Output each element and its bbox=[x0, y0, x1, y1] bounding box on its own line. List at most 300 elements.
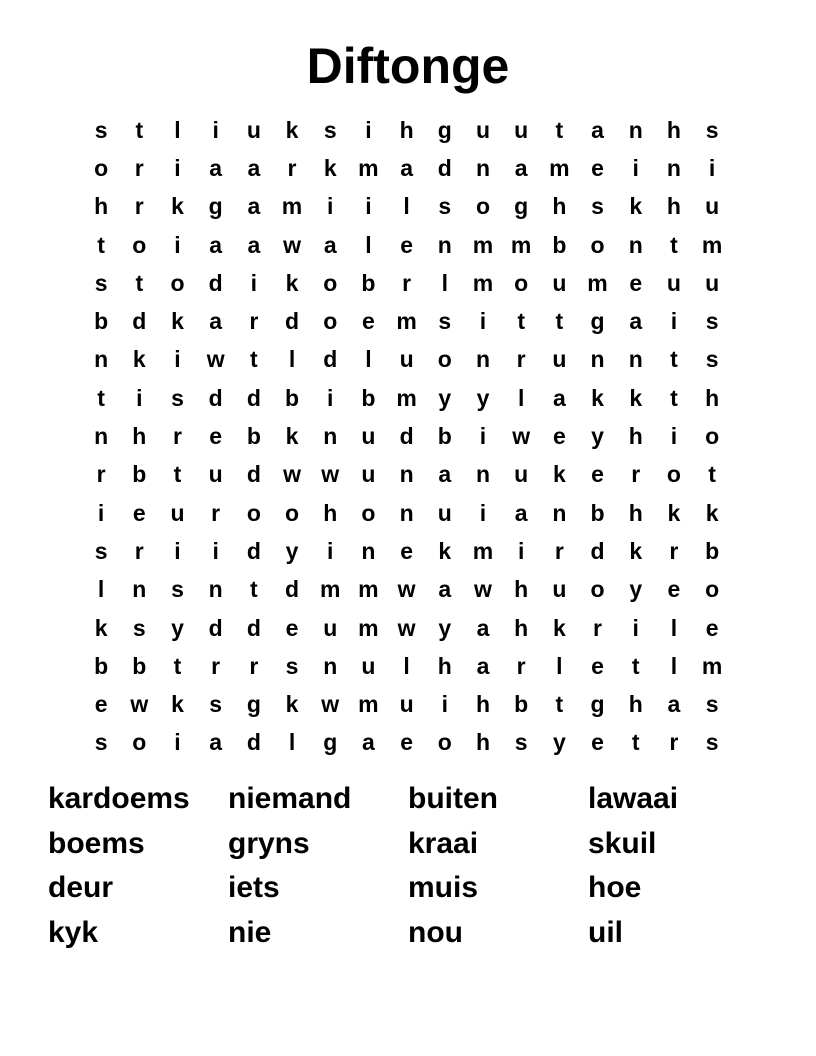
grid-letter: a bbox=[209, 308, 223, 335]
word-list-item: buiten bbox=[408, 782, 498, 815]
grid-letter: y bbox=[285, 537, 299, 564]
grid-letter: e bbox=[667, 576, 681, 603]
grid-letter: b bbox=[552, 231, 567, 258]
word-list-item: nie bbox=[228, 916, 272, 950]
grid-letter: o bbox=[285, 499, 300, 526]
word-list bbox=[48, 777, 768, 956]
grid-letter: n bbox=[94, 423, 109, 450]
grid-letter: u bbox=[170, 499, 185, 526]
grid-letter: m bbox=[358, 691, 379, 718]
grid-letter: r bbox=[516, 346, 526, 373]
grid-letter: t bbox=[631, 729, 640, 756]
grid-letter: s bbox=[438, 193, 452, 220]
grid-letter: k bbox=[171, 308, 184, 335]
grid-letter: i bbox=[97, 499, 105, 526]
word-list-item: hoe bbox=[588, 871, 642, 905]
grid-letter: n bbox=[475, 154, 490, 181]
grid-letter: r bbox=[249, 308, 259, 335]
grid-letter: u bbox=[208, 461, 223, 488]
grid-letter: m bbox=[358, 154, 379, 181]
grid-letter: s bbox=[705, 116, 719, 143]
grid-letter: i bbox=[479, 423, 487, 450]
grid-letter: h bbox=[666, 116, 681, 143]
grid-letter: e bbox=[591, 652, 604, 679]
grid-letter: i bbox=[327, 537, 334, 564]
grid-letter: u bbox=[437, 499, 452, 526]
grid-letter: k bbox=[591, 384, 604, 411]
grid-letter: u bbox=[323, 614, 338, 641]
grid-letter: m bbox=[472, 269, 494, 296]
grid-letter: g bbox=[246, 691, 261, 718]
grid-letter: r bbox=[287, 154, 297, 181]
grid-letter: d bbox=[246, 384, 261, 411]
grid-letter: h bbox=[628, 499, 643, 526]
grid-letter: o bbox=[705, 423, 720, 450]
word-list-item: muis bbox=[408, 871, 479, 905]
grid-letter: a bbox=[247, 193, 261, 220]
grid-letter: b bbox=[437, 423, 452, 450]
grid-letter: o bbox=[475, 193, 490, 220]
grid-letter: l bbox=[517, 384, 525, 411]
grid-letter: l bbox=[97, 576, 105, 603]
grid-letter: s bbox=[591, 193, 604, 220]
grid-letter: l bbox=[365, 231, 372, 258]
grid-letter: a bbox=[247, 231, 261, 258]
grid-letter: t bbox=[135, 116, 144, 143]
grid-letter: d bbox=[285, 308, 300, 335]
grid-letter: b bbox=[705, 537, 720, 564]
grid-letter: t bbox=[631, 652, 640, 679]
grid-letter: t bbox=[555, 691, 564, 718]
word-list-item: kraai bbox=[408, 826, 479, 860]
grid-letter: g bbox=[590, 691, 605, 718]
grid-letter: w bbox=[130, 691, 149, 718]
grid-letter: r bbox=[96, 461, 106, 488]
grid-letter: d bbox=[590, 537, 605, 564]
grid-letter: m bbox=[396, 384, 417, 411]
grid-letter: w bbox=[283, 231, 301, 258]
grid-letter: b bbox=[246, 423, 261, 450]
grid-letter: i bbox=[517, 537, 525, 564]
grid-letter: m bbox=[587, 269, 608, 296]
grid-letter: l bbox=[174, 116, 181, 143]
grid-letter: a bbox=[209, 729, 223, 756]
grid-letter: n bbox=[399, 499, 414, 526]
word-list-item: kardoems bbox=[48, 782, 190, 815]
word-list-item: skuil bbox=[588, 826, 657, 860]
grid-letter: e bbox=[705, 614, 719, 641]
grid-letter: b bbox=[590, 499, 605, 526]
grid-letter: e bbox=[400, 537, 413, 564]
grid-letter: k bbox=[438, 537, 452, 564]
grid-letter: k bbox=[171, 193, 184, 220]
grid-letter: g bbox=[323, 729, 338, 756]
grid-letter: d bbox=[437, 154, 452, 181]
grid-letter: w bbox=[397, 614, 416, 641]
grid-letter: g bbox=[437, 116, 452, 143]
grid-letter: y bbox=[438, 384, 452, 411]
grid-letter: r bbox=[516, 652, 526, 679]
grid-letter: m bbox=[358, 576, 379, 603]
grid-letter: o bbox=[590, 231, 605, 258]
grid-letter: o bbox=[246, 499, 261, 526]
word-list-item: kyk bbox=[48, 916, 99, 950]
grid-letter: i bbox=[250, 269, 258, 296]
grid-letter: y bbox=[629, 576, 643, 603]
grid-letter: k bbox=[285, 691, 299, 718]
page-title: Diftonge bbox=[306, 38, 510, 94]
grid-letter: a bbox=[400, 154, 413, 181]
grid-letter: t bbox=[250, 576, 258, 603]
grid-letter: d bbox=[208, 614, 223, 641]
grid-letter: h bbox=[666, 193, 681, 220]
grid-letter: n bbox=[361, 537, 376, 564]
grid-letter: s bbox=[705, 308, 719, 335]
grid-letter: u bbox=[399, 346, 414, 373]
word-list-item: lawaai bbox=[588, 782, 679, 815]
grid-letter: a bbox=[629, 308, 643, 335]
grid-letter: t bbox=[555, 116, 564, 143]
grid-letter: u bbox=[361, 423, 376, 450]
grid-letter: w bbox=[474, 576, 492, 603]
grid-letter: t bbox=[97, 384, 105, 411]
word-search-grid bbox=[82, 111, 731, 762]
grid-letter: d bbox=[323, 346, 338, 373]
grid-letter: o bbox=[705, 576, 720, 603]
grid-letter: e bbox=[132, 499, 146, 526]
grid-letter: h bbox=[628, 423, 643, 450]
grid-letter: s bbox=[705, 729, 719, 756]
grid-letter: k bbox=[552, 461, 566, 488]
grid-letter: e bbox=[591, 461, 604, 488]
grid-letter: r bbox=[554, 537, 564, 564]
grid-letter: o bbox=[666, 461, 681, 488]
grid-letter: n bbox=[437, 231, 452, 258]
grid-letter: i bbox=[479, 499, 487, 526]
grid-letter: e bbox=[400, 231, 413, 258]
grid-letter: i bbox=[365, 193, 372, 220]
grid-letter: h bbox=[323, 499, 338, 526]
grid-letter: t bbox=[670, 384, 678, 411]
grid-letter: i bbox=[632, 154, 639, 181]
grid-letter: n bbox=[208, 576, 223, 603]
grid-letter: u bbox=[246, 116, 261, 143]
grid-letter: m bbox=[472, 537, 494, 564]
grid-letter: k bbox=[132, 346, 146, 373]
grid-letter: m bbox=[358, 614, 379, 641]
grid-letter: t bbox=[670, 231, 678, 258]
grid-letter: a bbox=[209, 154, 223, 181]
grid-letter: r bbox=[669, 537, 679, 564]
grid-letter: w bbox=[321, 461, 340, 488]
grid-letter: n bbox=[552, 499, 567, 526]
grid-letter: e bbox=[94, 691, 108, 718]
grid-letter: l bbox=[288, 729, 296, 756]
grid-letter: n bbox=[628, 116, 643, 143]
grid-letter: s bbox=[323, 116, 337, 143]
grid-letter: u bbox=[475, 116, 490, 143]
grid-letter: i bbox=[174, 729, 181, 756]
grid-letter: s bbox=[94, 729, 108, 756]
grid-letter: i bbox=[327, 384, 334, 411]
word-list-item: nou bbox=[408, 916, 463, 950]
grid-letter: o bbox=[514, 269, 529, 296]
grid-letter: k bbox=[171, 691, 184, 718]
grid-letter: k bbox=[285, 423, 299, 450]
grid-letter: e bbox=[285, 614, 299, 641]
grid-letter: t bbox=[135, 269, 144, 296]
grid-letter: r bbox=[249, 652, 259, 679]
grid-letter: e bbox=[362, 308, 375, 335]
grid-letter: y bbox=[438, 614, 452, 641]
grid-letter: g bbox=[590, 308, 605, 335]
grid-letter: s bbox=[171, 384, 184, 411]
grid-letter: o bbox=[437, 729, 452, 756]
grid-letter: a bbox=[591, 116, 604, 143]
grid-letter: s bbox=[132, 614, 146, 641]
grid-letter: d bbox=[399, 423, 414, 450]
grid-letter: k bbox=[323, 154, 337, 181]
grid-letter: t bbox=[97, 231, 105, 258]
grid-letter: u bbox=[552, 346, 567, 373]
grid-letter: i bbox=[136, 384, 143, 411]
grid-letter: k bbox=[285, 116, 299, 143]
grid-letter: d bbox=[246, 461, 261, 488]
grid-letter: m bbox=[396, 308, 417, 335]
grid-letter: t bbox=[250, 346, 258, 373]
word-list-item: iets bbox=[228, 871, 280, 905]
grid-letter: b bbox=[94, 308, 109, 335]
grid-letter: s bbox=[285, 652, 299, 679]
grid-letter: l bbox=[403, 652, 410, 679]
grid-letter: n bbox=[94, 346, 109, 373]
grid-letter: r bbox=[134, 193, 144, 220]
grid-letter: e bbox=[591, 729, 604, 756]
grid-letter: e bbox=[629, 269, 643, 296]
grid-letter: o bbox=[323, 269, 338, 296]
grid-letter: k bbox=[629, 193, 643, 220]
grid-letter: b bbox=[361, 384, 376, 411]
grid-letter: a bbox=[514, 154, 528, 181]
grid-letter: k bbox=[552, 614, 566, 641]
grid-letter: y bbox=[552, 729, 566, 756]
grid-letter: e bbox=[591, 154, 604, 181]
grid-letter: b bbox=[361, 269, 376, 296]
grid-letter: s bbox=[514, 729, 528, 756]
grid-letter: w bbox=[206, 346, 225, 373]
grid-letter: u bbox=[514, 116, 529, 143]
grid-letter: r bbox=[172, 423, 182, 450]
grid-letter: m bbox=[701, 652, 723, 679]
grid-letter: i bbox=[708, 154, 716, 181]
grid-letter: k bbox=[629, 537, 643, 564]
grid-letter: o bbox=[590, 576, 605, 603]
grid-letter: k bbox=[94, 614, 108, 641]
grid-letter: m bbox=[701, 231, 723, 258]
grid-letter: a bbox=[438, 576, 452, 603]
grid-letter: s bbox=[171, 576, 184, 603]
grid-letter: a bbox=[552, 384, 566, 411]
grid-letter: n bbox=[132, 576, 147, 603]
grid-letter: k bbox=[667, 499, 681, 526]
grid-letter: m bbox=[472, 231, 494, 258]
grid-letter: a bbox=[323, 231, 337, 258]
grid-letter: u bbox=[705, 193, 720, 220]
grid-letter: w bbox=[283, 461, 301, 488]
grid-letter: a bbox=[667, 691, 681, 718]
grid-letter: r bbox=[134, 537, 144, 564]
grid-letter: i bbox=[365, 116, 372, 143]
grid-letter: b bbox=[514, 691, 529, 718]
grid-letter: e bbox=[209, 423, 223, 450]
grid-letter: t bbox=[555, 308, 564, 335]
grid-letter: n bbox=[475, 461, 490, 488]
grid-letter: r bbox=[211, 499, 221, 526]
grid-letter: w bbox=[512, 423, 531, 450]
grid-letter: r bbox=[631, 461, 641, 488]
grid-letter: o bbox=[132, 231, 147, 258]
grid-letter: k bbox=[705, 499, 719, 526]
grid-letter: i bbox=[174, 154, 181, 181]
grid-letter: i bbox=[632, 614, 639, 641]
grid-letter: i bbox=[327, 193, 334, 220]
grid-letter: g bbox=[514, 193, 529, 220]
grid-letter: r bbox=[211, 652, 221, 679]
grid-letter: g bbox=[208, 193, 223, 220]
grid-letter: t bbox=[708, 461, 716, 488]
grid-letter: i bbox=[174, 346, 181, 373]
grid-letter: h bbox=[552, 193, 567, 220]
grid-letter: h bbox=[399, 116, 414, 143]
grid-letter: a bbox=[476, 652, 490, 679]
grid-letter: y bbox=[476, 384, 490, 411]
grid-letter: h bbox=[475, 729, 490, 756]
grid-letter: s bbox=[94, 116, 108, 143]
grid-letter: d bbox=[208, 384, 223, 411]
grid-letter: n bbox=[590, 346, 605, 373]
grid-letter: d bbox=[246, 614, 261, 641]
grid-letter: o bbox=[437, 346, 452, 373]
grid-letter: o bbox=[361, 499, 376, 526]
grid-letter: r bbox=[593, 614, 602, 641]
grid-letter: o bbox=[170, 269, 185, 296]
word-list-item: deur bbox=[48, 871, 114, 905]
grid-letter: u bbox=[361, 652, 376, 679]
grid-letter: n bbox=[323, 652, 338, 679]
grid-letter: r bbox=[669, 729, 679, 756]
grid-letter: m bbox=[549, 154, 570, 181]
grid-letter: b bbox=[285, 384, 300, 411]
grid-letter: n bbox=[323, 423, 338, 450]
grid-letter: m bbox=[510, 231, 532, 258]
grid-letter: l bbox=[441, 269, 448, 296]
grid-letter: s bbox=[438, 308, 452, 335]
grid-letter: l bbox=[670, 614, 678, 641]
grid-letter: y bbox=[171, 614, 184, 641]
grid-letter: u bbox=[399, 691, 414, 718]
grid-letter: a bbox=[247, 154, 261, 181]
grid-letter: r bbox=[402, 269, 412, 296]
grid-letter: i bbox=[441, 691, 448, 718]
grid-letter: n bbox=[628, 346, 643, 373]
grid-letter: n bbox=[399, 461, 414, 488]
grid-letter: l bbox=[365, 346, 372, 373]
grid-letter: m bbox=[281, 193, 303, 220]
grid-letter: d bbox=[246, 537, 261, 564]
grid-letter: b bbox=[132, 652, 147, 679]
grid-letter: t bbox=[173, 461, 182, 488]
grid-letter: m bbox=[319, 576, 341, 603]
grid-letter: t bbox=[173, 652, 182, 679]
grid-letter: l bbox=[670, 652, 678, 679]
grid-letter: e bbox=[400, 729, 413, 756]
word-list-item: uil bbox=[588, 916, 623, 950]
grid-letter: i bbox=[174, 231, 181, 258]
grid-letter: o bbox=[94, 154, 109, 181]
grid-letter: t bbox=[670, 346, 678, 373]
grid-letter: u bbox=[514, 461, 529, 488]
grid-letter: i bbox=[670, 423, 678, 450]
grid-letter: t bbox=[517, 308, 525, 335]
grid-letter: h bbox=[94, 193, 109, 220]
grid-letter: i bbox=[479, 308, 487, 335]
grid-letter: s bbox=[94, 269, 108, 296]
grid-letter: n bbox=[475, 346, 490, 373]
word-list-item: boems bbox=[48, 826, 145, 860]
grid-letter: d bbox=[132, 308, 147, 335]
word-list-item: gryns bbox=[228, 826, 310, 860]
grid-letter: i bbox=[174, 537, 181, 564]
grid-letter: u bbox=[666, 269, 681, 296]
grid-letter: h bbox=[132, 423, 147, 450]
grid-letter: i bbox=[670, 308, 678, 335]
grid-letter: n bbox=[666, 154, 681, 181]
grid-letter: w bbox=[321, 691, 340, 718]
grid-letter: d bbox=[208, 269, 223, 296]
grid-letter: a bbox=[438, 461, 452, 488]
grid-letter: d bbox=[285, 576, 300, 603]
grid-letter: s bbox=[705, 346, 719, 373]
grid-letter: o bbox=[323, 308, 338, 335]
grid-letter: a bbox=[514, 499, 528, 526]
grid-letter: w bbox=[397, 576, 416, 603]
grid-letter: k bbox=[285, 269, 299, 296]
grid-letter: o bbox=[132, 729, 147, 756]
grid-letter: r bbox=[134, 154, 144, 181]
grid-letter: l bbox=[288, 346, 296, 373]
grid-letter: a bbox=[362, 729, 375, 756]
grid-letter: l bbox=[403, 193, 410, 220]
grid-letter: i bbox=[212, 537, 219, 564]
grid-letter: b bbox=[132, 461, 147, 488]
grid-letter: h bbox=[705, 384, 720, 411]
grid-letter: b bbox=[94, 652, 109, 679]
grid-letter: u bbox=[361, 461, 376, 488]
grid-letter: n bbox=[628, 231, 643, 258]
grid-letter: h bbox=[514, 576, 529, 603]
grid-letter: i bbox=[212, 116, 219, 143]
grid-letter: d bbox=[246, 729, 261, 756]
grid-letter: u bbox=[552, 576, 567, 603]
grid-letter: a bbox=[209, 231, 223, 258]
grid-letter: k bbox=[629, 384, 643, 411]
grid-letter: h bbox=[628, 691, 643, 718]
grid-letter: u bbox=[552, 269, 567, 296]
grid-letter: s bbox=[209, 691, 223, 718]
grid-letter: l bbox=[556, 652, 563, 679]
grid-letter: s bbox=[94, 537, 108, 564]
grid-letter: e bbox=[552, 423, 566, 450]
